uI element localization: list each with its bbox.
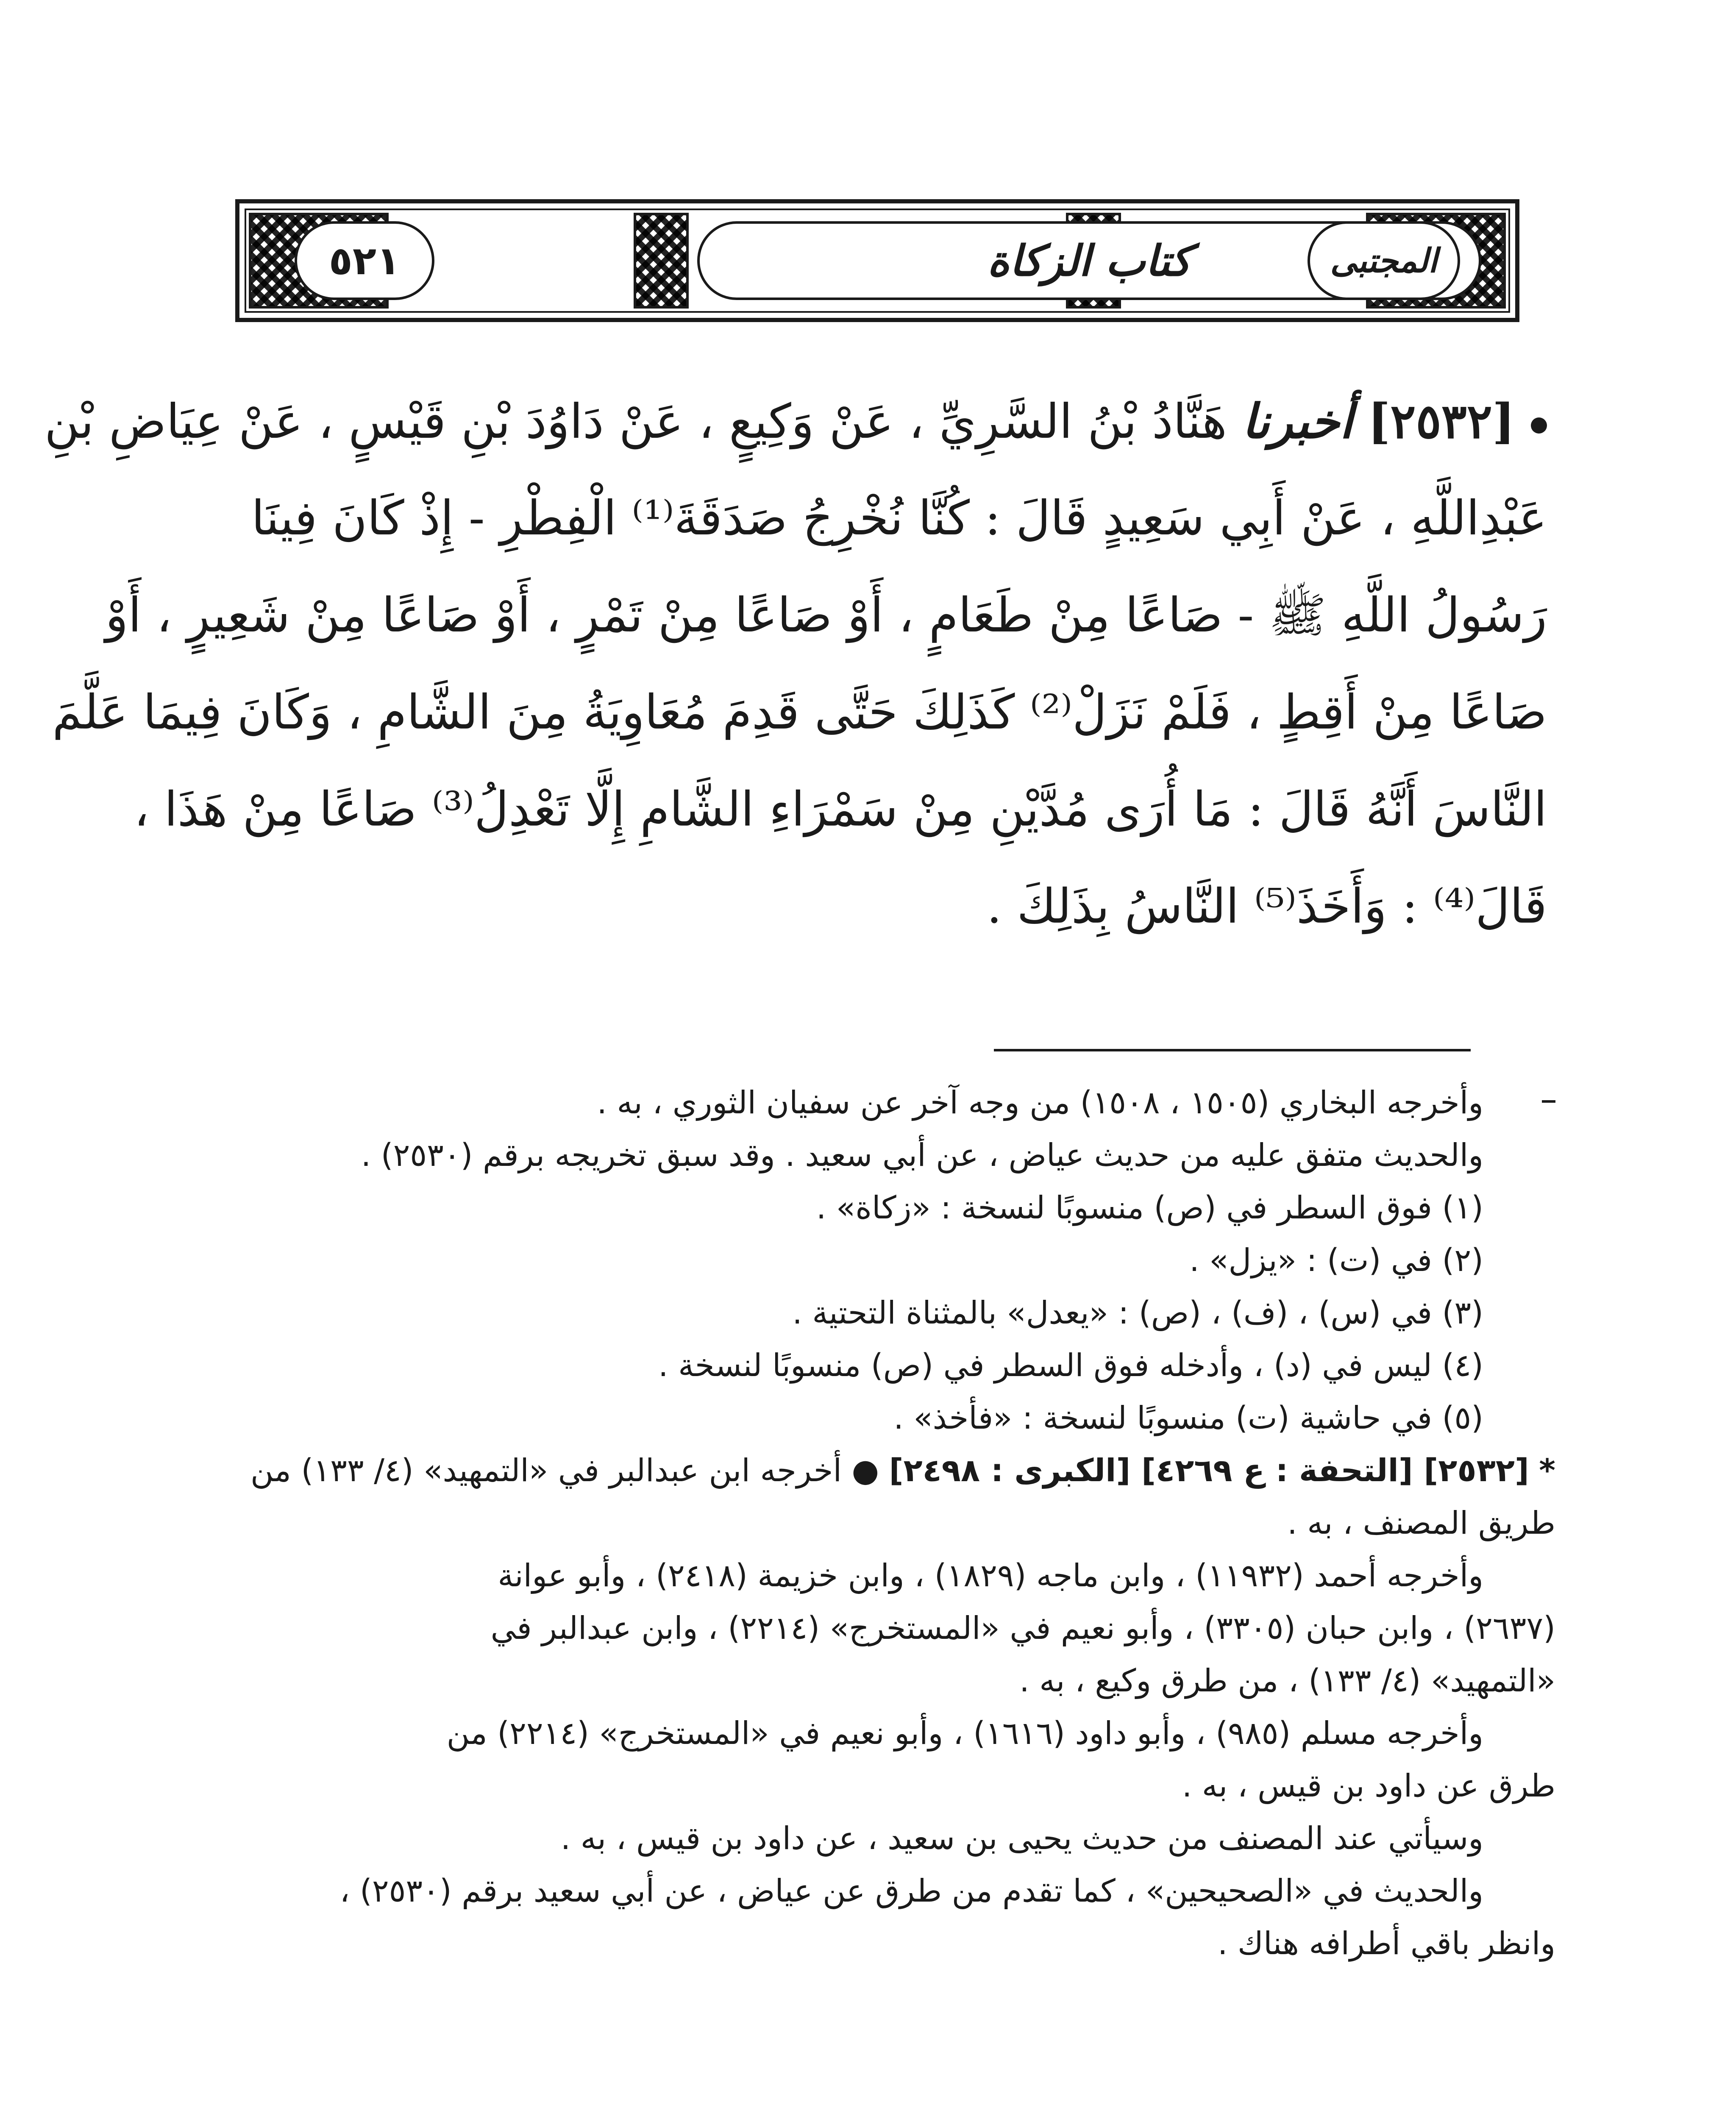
hadith-text (44, 373, 1547, 955)
hadith-line: النَّاسَ أَنَّهُ قَالَ : مَا أُرَى مُدَّيْنِ مِنْ سَمْرَاءِ الشَّامِ إِلَّا تَعْدِلُ⁽³⁾ صَاعًا مِنْ هَذَا ، (134, 782, 1547, 837)
footnote-line: والحديث متفق عليه من حديث عياض ، عن أبي سعيد . وقد سبق تخريجه برقم (٢٥٣٠) . (361, 1137, 1483, 1174)
footnote-line (237, 1076, 1555, 1129)
series-logo: المجتبى (1330, 241, 1438, 280)
hadith-number: [٢٥٣٢] (1368, 394, 1515, 449)
hadith-line: عَبْدِاللَّهِ ، عَنْ أَبِي سَعِيدٍ قَالَ : كُنَّا نُخْرِجُ صَدَقَةَ⁽¹⁾ الْفِطْرِ - إِذْ كَانَ فِينَا (251, 491, 1547, 546)
header-ornament-mid-left (634, 213, 689, 309)
takhrij-first-line: ● أخرجه ابن عبدالبر في «التمهيد» (٤/ ١٣٣) من (250, 1452, 879, 1489)
bullet-icon (1531, 417, 1547, 434)
takhrij-refs: [٢٥٣٢] [التحفة : ع ٤٢٦٩] [الكبرى : ٢٤٩٨] (889, 1452, 1529, 1489)
dash-mark (1542, 1100, 1555, 1103)
hadith-line-text: هَنَّادُ بْنُ السَّرِيِّ ، عَنْ وَكِيعٍ ، عَنْ دَاوُدَ بْنِ قَيْسٍ ، عَنْ عِيَاضِ بْنِ (44, 394, 1227, 449)
takhrij-line: طرق عن داود بن قيس ، به . (1182, 1768, 1555, 1804)
hadith-line: رَسُولُ اللَّهِ ﷺ - صَاعًا مِنْ طَعَامٍ ، أَوْ صَاعًا مِنْ تَمْرٍ ، أَوْ صَاعًا مِنْ شَعِيرٍ ، أَوْ (105, 588, 1547, 643)
footnote-note: (٣) في (س) ، (ف) ، (ص) : «يعدل» بالمثناة التحتية . (792, 1295, 1483, 1331)
takhrij-line: (٢٦٣٧) ، وابن حبان (٣٣٠٥) ، وأبو نعيم في «المستخرج» (٢٢١٤) ، وابن عبدالبر في (490, 1610, 1555, 1646)
hadith-line: صَاعًا مِنْ أَقِطٍ ، فَلَمْ نَزَلْ⁽²⁾ كَذَلِكَ حَتَّى قَدِمَ مُعَاوِيَةُ مِنَ الشَّامِ ، وَكَانَ فِيمَا عَلَّمَ (52, 685, 1547, 740)
hadith-akhbarana: أخبرنا (1242, 394, 1353, 449)
page-number: ٥٢١ (328, 238, 401, 284)
footnote-note: (٥) في حاشية (ت) منسوبًا لنسخة : «فأخذ» . (893, 1400, 1483, 1436)
takhrij-line: «التمهيد» (٤/ ١٣٣) ، من طرق وكيع ، به . (1019, 1663, 1555, 1699)
takhrij-line: والحديث في «الصحيحين» ، كما تقدم من طرق عن عياض ، عن أبي سعيد برقم (٢٥٣٠) ، (339, 1873, 1483, 1909)
page-number-cartouche (295, 221, 434, 300)
takhrij-line: وسيأتي عند المصنف من حديث يحيى بن سعيد ، عن داود بن قيس ، به . (560, 1820, 1483, 1857)
footnote-note: (١) فوق السطر في (ص) منسوبًا لنسخة : «زكاة» . (816, 1190, 1483, 1226)
star-icon: * (1539, 1452, 1555, 1489)
footnote-note: (٤) ليس في (د) ، وأدخله فوق السطر في (ص) منسوبًا لنسخة . (658, 1347, 1483, 1384)
takhrij-line: وأخرجه مسلم (٩٨٥) ، وأبو داود (١٦١٦) ، وأبو نعيم في «المستخرج» (٢٢١٤) من (446, 1715, 1483, 1752)
footnote-note: (٢) في (ت) : «يزل» . (1189, 1242, 1483, 1279)
series-logo-cartouche (1308, 221, 1460, 300)
hadith-line: قَالَ⁽⁴⁾ : وَأَخَذَ⁽⁵⁾ النَّاسُ بِذَلِكَ . (987, 879, 1547, 934)
takhrij-line: طريق المصنف ، به . (1287, 1505, 1555, 1541)
takhrij-line: وانظر باقي أطرافه هناك . (1217, 1925, 1555, 1962)
hadith-line (44, 373, 1547, 470)
footnote-text: وأخرجه البخاري (١٥٠٥ ، ١٥٠٨) من وجه آخر عن سفيان الثوري ، به . (597, 1085, 1483, 1121)
footnotes (237, 1076, 1555, 1970)
footnote-separator (994, 1049, 1471, 1051)
takhrij-header (237, 1444, 1555, 1497)
takhrij-line: وأخرجه أحمد (١١٩٣٢) ، وابن ماجه (١٨٢٩) ، وابن خزيمة (٢٤١٨) ، وأبو عوانة (498, 1557, 1483, 1594)
chapter-title: كتاب الزكاة (987, 236, 1191, 286)
page-header (235, 199, 1519, 322)
